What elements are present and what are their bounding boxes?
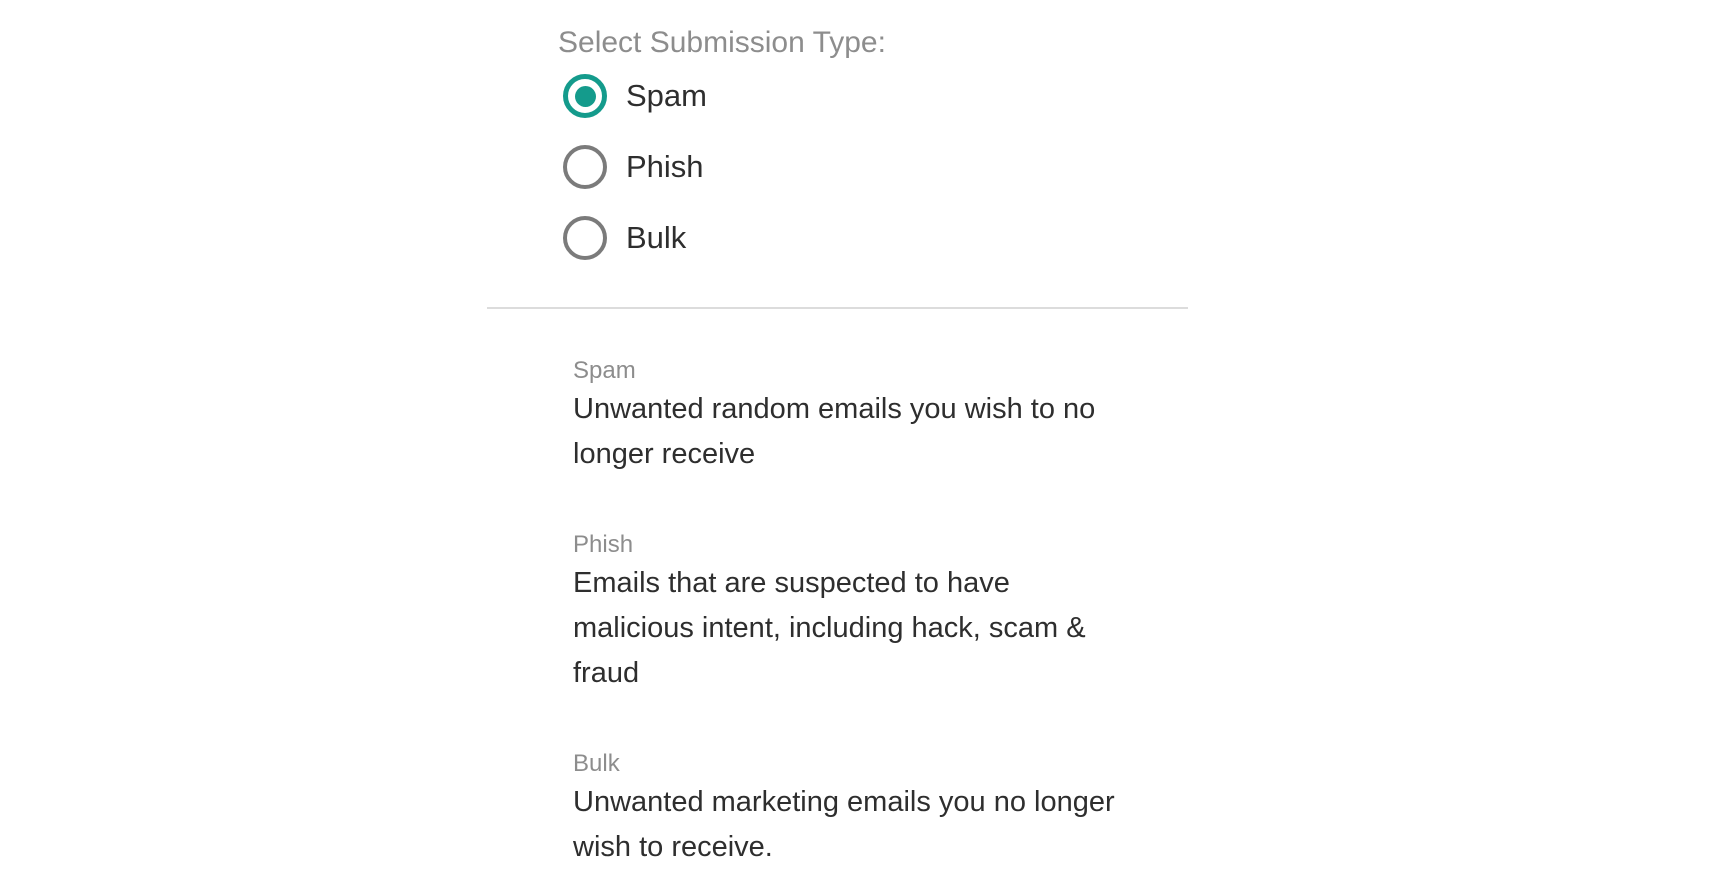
description-title-phish: Phish [573,531,634,558]
radio-button-spam-icon[interactable] [563,74,607,118]
description-body-spam: Unwanted random emails you wish to no longer receive [573,393,1096,470]
description-title-bulk: Bulk [573,750,620,777]
submission-type-panel [487,0,1188,870]
form-label: Select Submission Type: [558,26,886,59]
radio-option-bulk[interactable] [563,216,1188,260]
radio-option-spam[interactable] [563,74,1188,118]
radio-option-phish[interactable] [563,145,1188,189]
radio-button-phish-icon[interactable] [563,145,607,189]
radio-button-bulk-icon[interactable] [563,216,607,260]
description-section-bulk [573,748,1188,870]
radio-label-bulk: Bulk [626,220,687,255]
submission-type-radio-group [487,74,1188,260]
divider [487,307,1188,309]
description-title-spam: Spam [573,357,636,384]
description-body-bulk: Unwanted marketing emails you no longer wish to receive. [573,786,1115,863]
radio-label-phish: Phish [626,149,704,184]
description-section-phish [573,529,1188,696]
description-body-phish: Emails that are suspected to have malicious intent, including hack, scam & fraud [573,567,1086,689]
description-list [573,355,1188,870]
radio-label-spam: Spam [626,78,707,113]
description-section-spam [573,355,1188,477]
